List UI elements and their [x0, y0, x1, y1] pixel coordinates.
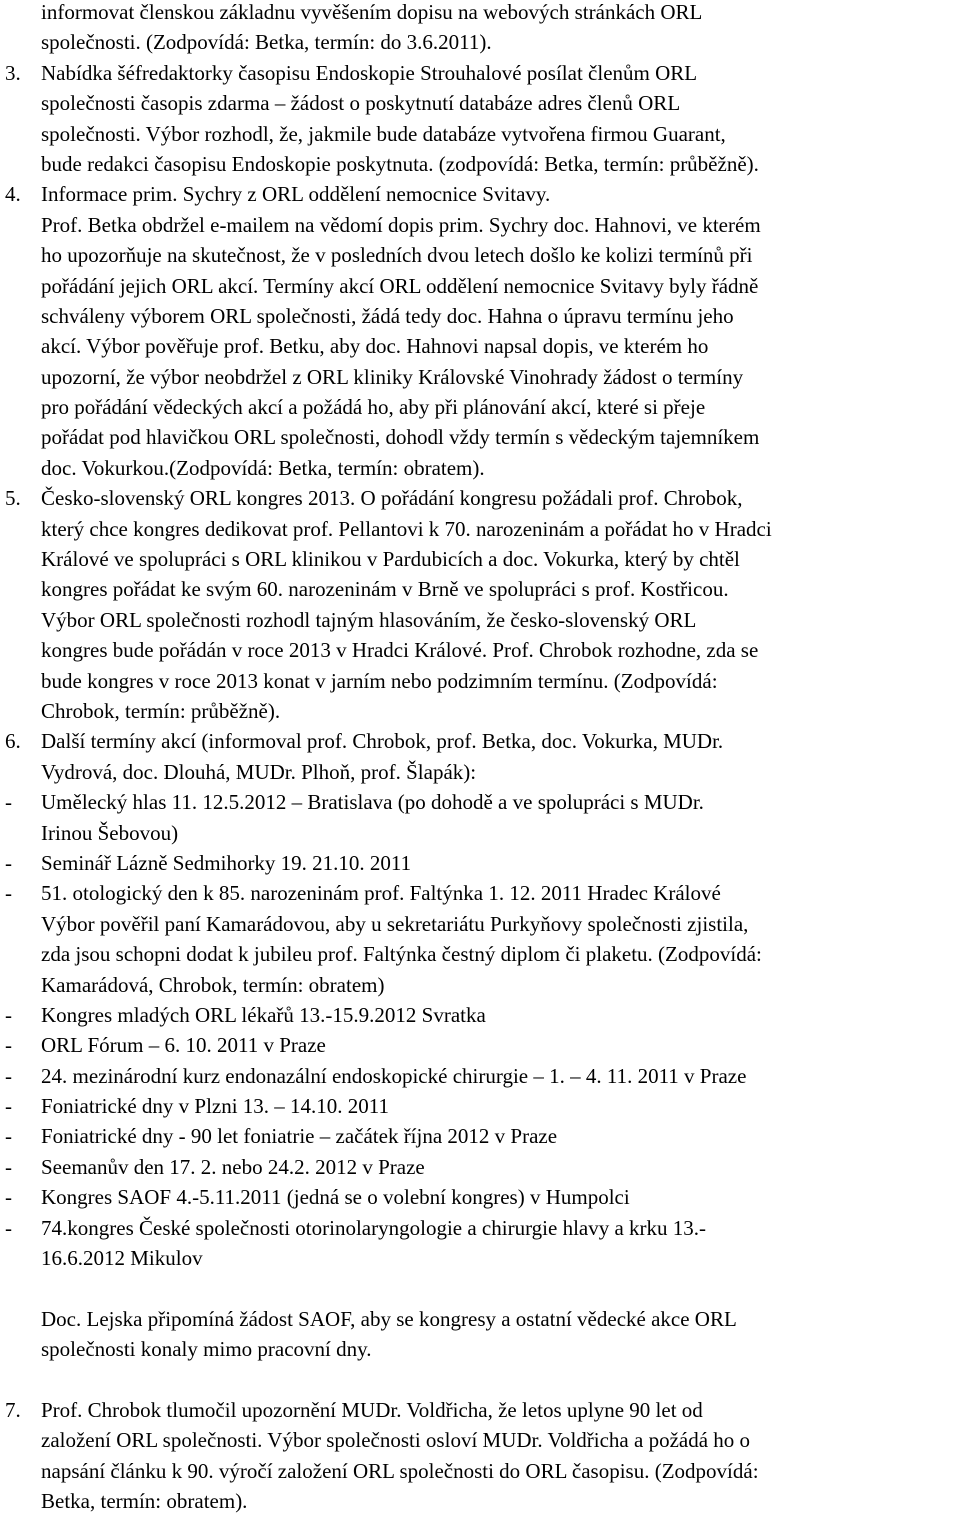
bullet-dash: - [5, 881, 12, 906]
bullet-dash: - [5, 1185, 12, 1210]
line-text: Další termíny akcí (informoval prof. Chrobok, prof. Betka, doc. Vokurka, MUDr. [41, 729, 724, 754]
line-text: pořádání jejich ORL akcí. Termíny akcí ORL oddělení nemocnice Svitavy byly řádně [41, 273, 759, 298]
line-text: bude kongres v roce 2013 konat v jarním nebo podzimním termínu. (Zodpovídá: [41, 668, 718, 693]
line-text: napsání článku k 90. výročí založení ORL společnosti do ORL časopisu. (Zodpovídá: [41, 1458, 759, 1483]
line-text: 16.6.2012 Mikulov [41, 1246, 203, 1271]
text-line [0, 1061, 960, 1091]
text-line [0, 0, 960, 27]
text-line [0, 483, 960, 513]
line-text: Králové ve spolupráci s ORL klinikou v Pardubicích a doc. Vokurka, který by chtěl [41, 547, 740, 572]
text-line [0, 422, 960, 452]
line-text: Výbor ORL společnosti rozhodl tajným hlasováním, že česko-slovenský ORL [41, 607, 697, 632]
text-line [0, 1486, 960, 1516]
text-line [0, 818, 960, 848]
line-text: Nabídka šéfredaktorky časopisu Endoskopie Strouhalové posílat členům ORL [41, 60, 698, 85]
text-line [0, 1456, 960, 1486]
line-text: Umělecký hlas 11. 12.5.2012 – Bratislava (po dohodě a ve spolupráci s MUDr. [41, 790, 704, 815]
text-line [0, 1121, 960, 1151]
bullet-dash: - [5, 1154, 12, 1179]
text-line [0, 271, 960, 301]
text-line [0, 453, 960, 483]
line-text: Chrobok, termín: průběžně). [41, 698, 281, 723]
text-line [0, 1091, 960, 1121]
text-line [0, 179, 960, 209]
line-text: Seminář Lázně Sedmihorky 19. 21.10. 2011 [41, 850, 412, 875]
text-line [0, 1425, 960, 1455]
text-line [0, 909, 960, 939]
text-line [0, 666, 960, 696]
text-line [0, 605, 960, 635]
text-line [0, 1395, 960, 1425]
text-line [0, 1365, 960, 1395]
text-line [0, 119, 960, 149]
line-text: společnosti časopis zdarma – žádost o poskytnutí databáze adres členů ORL [41, 91, 681, 116]
bullet-dash: - [5, 1002, 12, 1027]
text-line [0, 27, 960, 57]
text-line [0, 696, 960, 726]
text-line [0, 757, 960, 787]
line-text: Vydrová, doc. Dlouhá, MUDr. Plhoň, prof. Šlapák): [41, 759, 477, 784]
text-line [0, 58, 960, 88]
line-text: Doc. Lejska připomíná žádost SAOF, aby se kongresy a ostatní vědecké akce ORL [41, 1306, 737, 1331]
line-text: doc. Vokurkou.(Zodpovídá: Betka, termín: obratem). [41, 455, 485, 480]
line-text: Informace prim. Sychry z ORL oddělení nemocnice Svitavy. [41, 182, 551, 207]
text-line [0, 1334, 960, 1364]
line-text: založení ORL společnosti. Výbor společnosti osloví MUDr. Voldřicha a požádá ho o [41, 1428, 751, 1453]
text-line [0, 726, 960, 756]
text-line [0, 392, 960, 422]
item-number: 4. [5, 182, 21, 207]
line-text: společnosti. Výbor rozhodl, že, jakmile bude databáze vytvořena firmou Guarant, [41, 121, 726, 146]
bullet-dash: - [5, 1033, 12, 1058]
text-line [0, 362, 960, 392]
line-text: Výbor pověřil paní Kamarádovou, aby u sekretariátu Purkyňovy společnosti zjistila, [41, 911, 749, 936]
bullet-dash: - [5, 1094, 12, 1119]
text-line [0, 544, 960, 574]
line-text: společnosti. (Zodpovídá: Betka, termín: do 3.6.2011). [41, 30, 492, 55]
bullet-dash: - [5, 1124, 12, 1149]
bullet-dash: - [5, 850, 12, 875]
text-line [0, 301, 960, 331]
line-text: Česko-slovenský ORL kongres 2013. O pořádání kongresu požádali prof. Chrobok, [41, 486, 743, 511]
text-line [0, 210, 960, 240]
line-text: kongres bude pořádán v roce 2013 v Hradci Králové. Prof. Chrobok rozhodne, zda se [41, 638, 759, 663]
text-line [0, 331, 960, 361]
line-text: pro pořádání vědeckých akcí a požádá ho, aby při plánování akcí, které si přeje [41, 395, 706, 420]
text-line [0, 149, 960, 179]
line-text: Kongres mladých ORL lékařů 13.-15.9.2012 Svratka [41, 1002, 486, 1027]
text-line [0, 970, 960, 1000]
text-line [0, 1304, 960, 1334]
line-text: informovat členskou základnu vyvěšením dopisu na webových stránkách ORL [41, 0, 703, 24]
text-line [0, 848, 960, 878]
bullet-dash: - [5, 1063, 12, 1088]
line-text: Irinou Šebovou) [41, 820, 179, 845]
item-number: 3. [5, 60, 21, 85]
line-text: ORL Fórum – 6. 10. 2011 v Praze [41, 1033, 326, 1058]
item-number: 7. [5, 1397, 21, 1422]
text-line [0, 1243, 960, 1273]
text-line [0, 1030, 960, 1060]
line-text: společnosti konaly mimo pracovní dny. [41, 1337, 372, 1362]
line-text: upozorní, že výbor neobdržel z ORL kliniky Královské Vinohrady žádost o termíny [41, 364, 744, 389]
text-line [0, 1182, 960, 1212]
text-line [0, 514, 960, 544]
line-text: zda jsou schopni dodat k jubileu prof. Faltýnka čestný diplom či plaketu. (Zodpovídá: [41, 942, 762, 967]
line-text: ho upozorňuje na skutečnost, že v posledních dvou letech došlo ke kolizi termínů při [41, 243, 753, 268]
line-text: 24. mezinárodní kurz endonazální endoskopické chirurgie – 1. – 4. 11. 2011 v Praze [41, 1063, 747, 1088]
bullet-dash: - [5, 1215, 12, 1240]
text-line [0, 635, 960, 665]
text-line [0, 1000, 960, 1030]
item-number: 6. [5, 729, 21, 754]
bullet-dash: - [5, 790, 12, 815]
text-line [0, 1152, 960, 1182]
text-line [0, 1213, 960, 1243]
text-line [0, 1273, 960, 1303]
line-text: bude redakci časopisu Endoskopie poskytnuta. (zodpovídá: Betka, termín: průběžně). [41, 151, 759, 176]
line-text: Prof. Betka obdržel e-mailem na vědomí dopis prim. Sychry doc. Hahnovi, ve kterém [41, 212, 761, 237]
text-line [0, 88, 960, 118]
text-line [0, 939, 960, 969]
line-text: 51. otologický den k 85. narozeninám prof. Faltýnka 1. 12. 2011 Hradec Králové [41, 881, 721, 906]
text-line [0, 787, 960, 817]
line-text: Foniatrické dny - 90 let foniatrie – začátek října 2012 v Praze [41, 1124, 558, 1149]
text-line [0, 878, 960, 908]
line-text: kongres pořádat ke svým 60. narozeninám v Brně ve spolupráci s prof. Kostřicou. [41, 577, 729, 602]
line-text: Kamarádová, Chrobok, termín: obratem) [41, 972, 385, 997]
line-text: schváleny výborem ORL společnosti, žádá tedy doc. Hahna o úpravu termínu jeho [41, 303, 734, 328]
line-text: Prof. Chrobok tlumočil upozornění MUDr. Voldřicha, že letos uplyne 90 let od [41, 1397, 703, 1422]
line-text: Foniatrické dny v Plzni 13. – 14.10. 2011 [41, 1094, 390, 1119]
line-text: který chce kongres dedikovat prof. Pellantovi k 70. narozeninám a pořádat ho v Hradci [41, 516, 772, 541]
text-line [0, 574, 960, 604]
line-text: Betka, termín: obratem). [41, 1489, 248, 1514]
text-line [0, 240, 960, 270]
line-text: Kongres SAOF 4.-5.11.2011 (jedná se o volební kongres) v Humpolci [41, 1185, 630, 1210]
line-text: Seemanův den 17. 2. nebo 24.2. 2012 v Praze [41, 1154, 425, 1179]
line-text: akcí. Výbor pověřuje prof. Betku, aby doc. Hahnovi napsal dopis, ve kterém ho [41, 334, 709, 359]
line-text: pořádat pod hlavičkou ORL společnosti, dohodl vždy termín s vědeckým tajemníkem [41, 425, 760, 450]
item-number: 5. [5, 486, 21, 511]
line-text: 74.kongres České společnosti otorinolaryngologie a chirurgie hlavy a krku 13.- [41, 1215, 707, 1240]
